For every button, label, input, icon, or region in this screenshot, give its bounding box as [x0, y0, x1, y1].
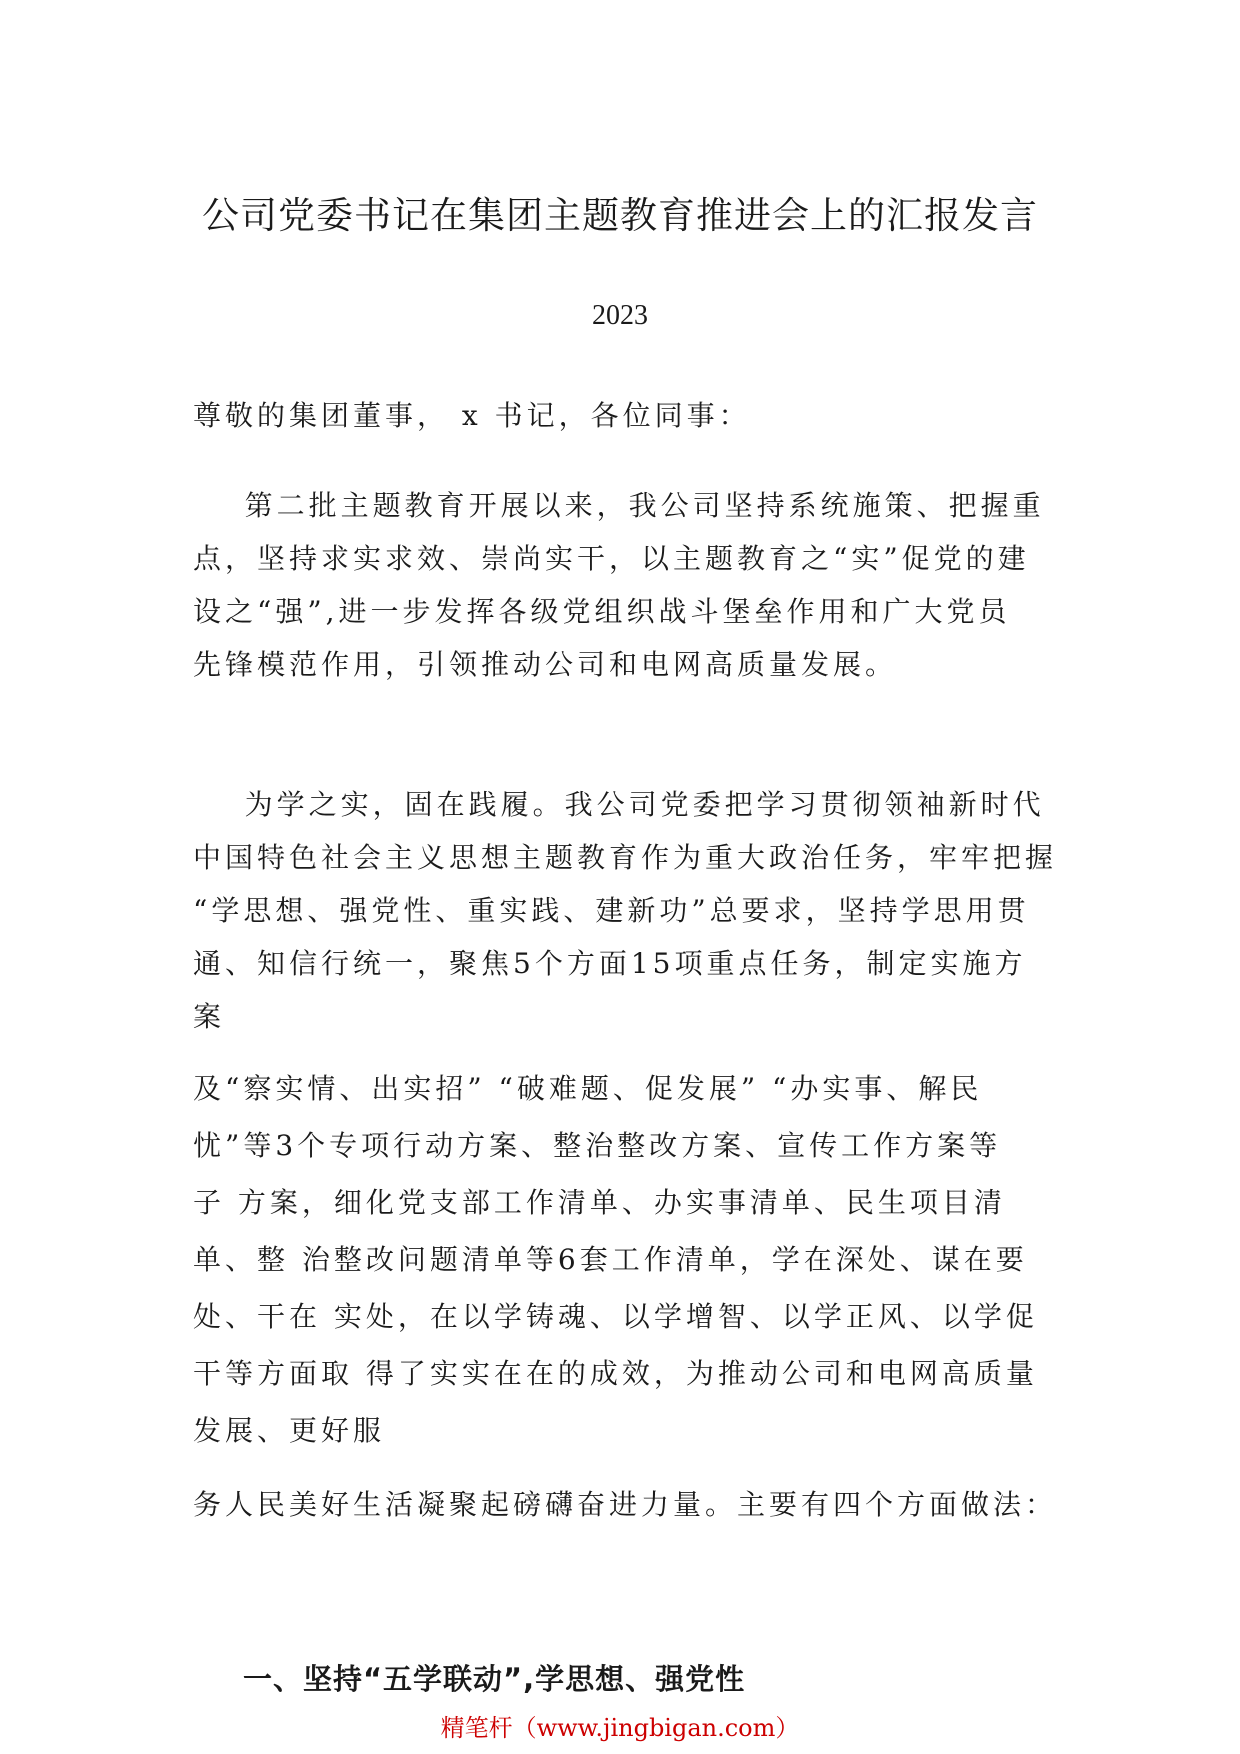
paragraph-line: 忧”等3个专项行动方案、整治整改方案、宣传工作方案等 [193, 1129, 1002, 1162]
footer-watermark: 精笔杆（www.jingbigan.com） [440, 1714, 800, 1742]
paragraph-line: 通、知信行统一，聚焦5个方面15项重点任务，制定实施方 [193, 947, 1027, 980]
paragraph-line: 子 方案，细化党支部工作清单、办实事清单、民生项目清 [193, 1186, 1006, 1219]
paragraph-line: 单、整 治整改问题清单等6套工作清单，学在深处、谋在要 [193, 1243, 1028, 1276]
paragraph-line: 务人民美好生活凝聚起磅礴奋进力量。主要有四个方面做法： [193, 1488, 1058, 1521]
paragraph-line: 中国特色社会主义思想主题教育作为重大政治任务，牢牢把握 [193, 841, 1058, 874]
paragraph-line: 设之“强”,进一步发挥各级党组织战斗堡垒作用和广大党员 [193, 595, 1011, 628]
paragraph-line: 为学之实，固在践履。我公司党委把学习贯彻领袖新时代 [193, 788, 1045, 821]
paragraph-line: 点，坚持求实求效、崇尚实干，以主题教育之“实”促党的建 [193, 542, 1030, 575]
paragraph-line: 处、干在 实处，在以学铸魂、以学增智、以学正风、以学促 [193, 1300, 1038, 1333]
paragraph-line: 先锋模范作用，引领推动公司和电网高质量发展。 [193, 648, 898, 681]
paragraph-line: 发展、更好服 [193, 1414, 386, 1447]
document-year: 2023 [592, 300, 648, 331]
paragraph-line: 案 [193, 1000, 226, 1033]
section-heading: 一、坚持“五学联动”,学思想、强党性 [243, 1662, 746, 1696]
document-title: 公司党委书记在集团主题教育推进会上的汇报发言 [202, 194, 1038, 237]
salutation: 尊敬的集团董事， x 书记，各位同事： [193, 399, 751, 432]
paragraph-line: 及“察实情、出实招” “破难题、促发展” “办实事、解民 [193, 1072, 983, 1105]
paragraph-line: 第二批主题教育开展以来，我公司坚持系统施策、把握重 [193, 489, 1045, 522]
paragraph-line: “学思想、强党性、重实践、建新功”总要求，坚持学思用贯 [193, 894, 1030, 927]
paragraph-line: 干等方面取 得了实实在在的成效，为推动公司和电网高质量 [193, 1357, 1038, 1390]
